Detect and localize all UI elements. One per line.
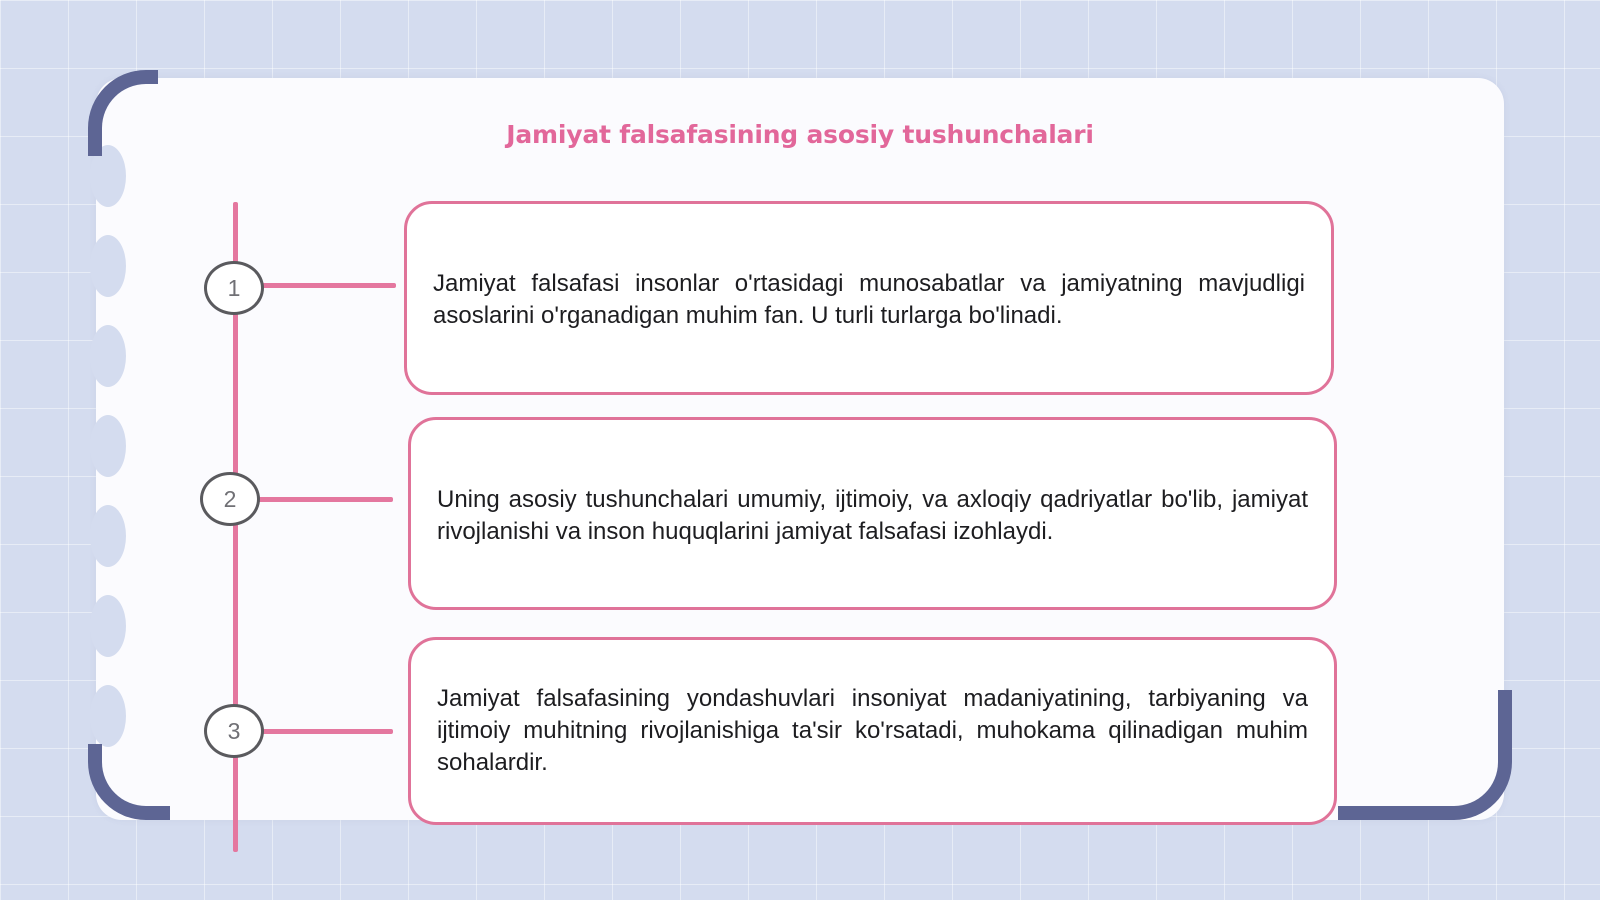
step-number-circle — [200, 472, 260, 526]
scallop-decoration — [90, 595, 126, 657]
content-box — [408, 637, 1337, 825]
content-box — [404, 201, 1334, 395]
scallop-decoration — [90, 235, 126, 297]
scallop-decoration — [90, 685, 126, 747]
scallop-decoration — [90, 505, 126, 567]
step-number-circle — [204, 704, 264, 758]
content-box — [408, 417, 1337, 610]
step-number: 1 — [227, 274, 241, 301]
timeline-connector — [262, 283, 396, 288]
scallop-decoration — [90, 415, 126, 477]
content-text: Jamiyat falsafasining yondashuvlari insoniyat madaniyatining, tarbiyaning va ijtimoiy muhitning rivojlanishiga ta'sir ko'rsatadi, muhokama qilinadigan muhim sohalardir. — [437, 685, 1308, 776]
corner-bracket-bottom-right — [1338, 690, 1512, 820]
step-number: 2 — [223, 485, 237, 512]
step-number-circle — [204, 261, 264, 315]
timeline-connector — [258, 497, 393, 502]
timeline-connector — [262, 729, 393, 734]
slide-title: Jamiyat falsafasining asosiy tushunchalari — [506, 120, 1094, 149]
scallop-decoration — [90, 325, 126, 387]
step-number: 3 — [227, 717, 241, 744]
content-text: Jamiyat falsafasi insonlar o'rtasidagi munosabatlar va jamiyatning mavjudligi asoslarini o'rganadigan muhim fan. U turli turlarga bo'linadi. — [433, 270, 1305, 329]
content-text: Uning asosiy tushunchalari umumiy, ijtimoiy, va axloqiy qadriyatlar bo'lib, jamiyat rivojlanishi va inson huquqlarini jamiyat falsafasi izohlaydi. — [437, 486, 1308, 545]
